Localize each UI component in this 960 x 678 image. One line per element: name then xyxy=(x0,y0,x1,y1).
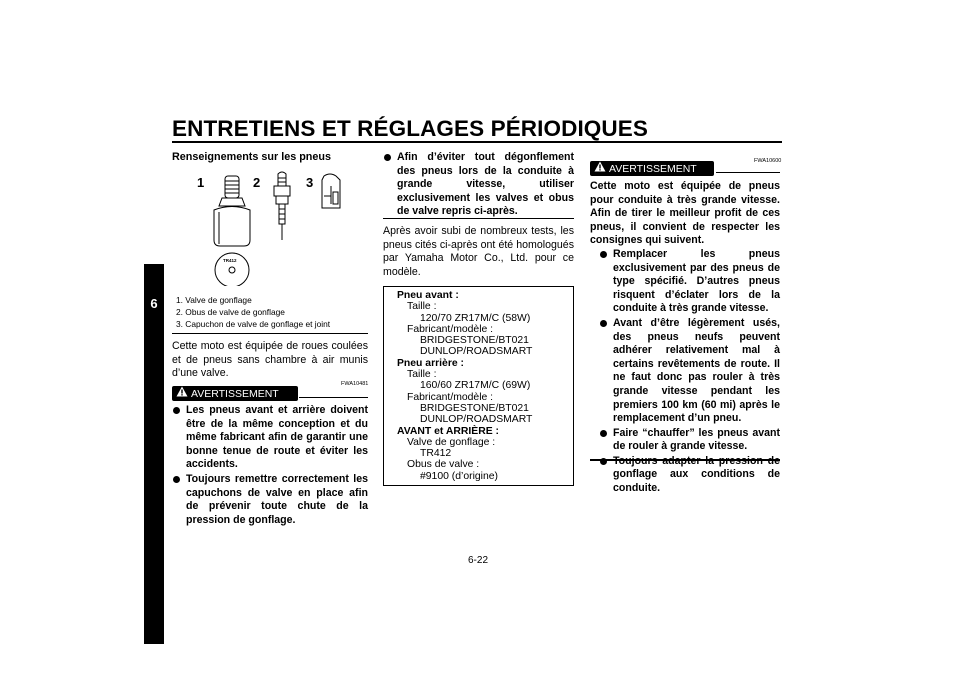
warning-rule-left xyxy=(299,397,368,398)
page-title: ENTRETIENS ET RÉGLAGES PÉRIODIQUES xyxy=(172,116,648,141)
warning-code-left: FWA10481 xyxy=(341,381,369,387)
spec-size-label: Taille : xyxy=(407,301,437,313)
warning-rule-right xyxy=(716,172,780,173)
warning-bullet: Afin d’éviter tout dégonflement des pneus lors de la conduite à grande vitesse, utiliser exclusivement les valves et obus de valve repris ci-après. xyxy=(383,151,574,219)
approval-paragraph: Après avoir subi de nombreux tests, les pneus cités ci-après ont été homologués par Yamaha Motor Co., Ltd. pour ce modèle. xyxy=(383,225,574,278)
spec-front-maker-1: BRIDGESTONE/BT021 xyxy=(420,335,529,347)
left-warning-list xyxy=(172,404,368,528)
spec-core: #9100 (d’origine) xyxy=(420,470,498,482)
warning-triangle-icon xyxy=(594,161,606,177)
warning-label-left xyxy=(172,386,298,401)
section-heading: Renseignements sur les pneus xyxy=(172,151,332,163)
figure-label-3: 3 xyxy=(306,175,314,190)
valve-drawing xyxy=(190,168,360,286)
tubeless-paragraph: Cette moto est équipée de roues coulées et de pneus sans chambre à air munis d’une valve. xyxy=(172,340,368,380)
high-speed-intro: Cette moto est équipée de pneus pour conduite à très grande vitesse. Afin de tirer le meilleur profit de ces pneus, il convient de respecter les consignes qui suivent. xyxy=(590,180,780,247)
spec-rear-size: 160/60 ZR17M/C (69W) xyxy=(420,380,531,392)
middle-warning-list xyxy=(383,151,574,220)
page-number: 6-22 xyxy=(468,555,489,566)
valve-stamp: TR412 xyxy=(223,258,237,263)
caption-1: 1. Valve de gonflage xyxy=(176,295,252,305)
spec-front-maker-2: DUNLOP/ROADSMART xyxy=(420,346,533,358)
middle-rule xyxy=(383,218,574,219)
chapter-tab xyxy=(144,264,164,644)
spec-valve: TR412 xyxy=(420,448,452,460)
spec-rear-maker-1: BRIDGESTONE/BT021 xyxy=(420,402,529,414)
title-rule xyxy=(172,141,782,143)
caption-rule xyxy=(172,333,368,334)
spec-core-label: Obus de valve : xyxy=(407,459,480,471)
warning-bullet: Toujours remettre correctement les capuchons de valve en place afin de prévenir toute chute de la pression de gonflage. xyxy=(172,473,368,527)
warning-text-right: AVERTISSEMENT xyxy=(609,162,697,175)
caption-3: 3. Capuchon de valve de gonflage et joint xyxy=(176,319,331,329)
warning-bullet: Remplacer les pneus exclusivement par des pneus de type spécifié. D’autres pneus risquent d’éclater lors de la conduite à très grande vitesse. xyxy=(599,248,780,316)
spec-valve-label: Valve de gonflage : xyxy=(407,436,496,448)
spec-front-title: Pneu avant : xyxy=(397,290,459,301)
right-end-rule xyxy=(590,459,780,461)
warning-triangle-icon xyxy=(176,386,188,402)
figure-label-1: 1 xyxy=(197,175,205,190)
warning-bullet: Avant d’être légèrement usés, des pneus neufs peuvent adhérer relativement mal à certains revêtements de route. Il ne faut donc pas rouler à très grande vitesse pendant les premiers 100 km (60 mi) après le remplacement d’un pneu. xyxy=(599,317,780,426)
tire-spec-box xyxy=(383,286,574,486)
spec-rear-title: Pneu arrière : xyxy=(397,357,464,369)
warning-code-right: FWA10600 xyxy=(754,158,782,164)
warning-bullet: Les pneus avant et arrière doivent être de la même conception et du même fabricant afin de garantir une bonne tenue de route et éviter les accidents. xyxy=(172,404,368,472)
right-warning-block xyxy=(590,180,780,497)
warning-bullet: gonflage aux conditions de conduite. xyxy=(599,455,780,496)
spec-both-title: AVANT et ARRIÈRE : xyxy=(397,425,499,437)
spec-rear-maker-2: DUNLOP/ROADSMART xyxy=(420,414,533,426)
chapter-number: 6 xyxy=(150,296,158,311)
spec-maker-label: Fabricant/modèle : xyxy=(407,323,494,335)
left-column xyxy=(172,151,368,163)
spec-rear-maker-label: Fabricant/modèle : xyxy=(407,391,494,403)
valve-figure xyxy=(190,168,360,286)
spec-front-size: 120/70 ZR17M/C (58W) xyxy=(420,312,531,324)
warning-label-right xyxy=(590,161,714,176)
caption-2: 2. Obus de valve de gonflage xyxy=(176,307,285,317)
warning-bullet: Faire “chauffer” les pneus avant de rouler à grande vitesse. xyxy=(599,427,780,454)
figure-captions xyxy=(176,294,372,330)
figure-label-2: 2 xyxy=(253,175,261,190)
spec-rear-size-label: Taille : xyxy=(407,369,437,381)
warning-text-left: AVERTISSEMENT xyxy=(191,387,279,400)
